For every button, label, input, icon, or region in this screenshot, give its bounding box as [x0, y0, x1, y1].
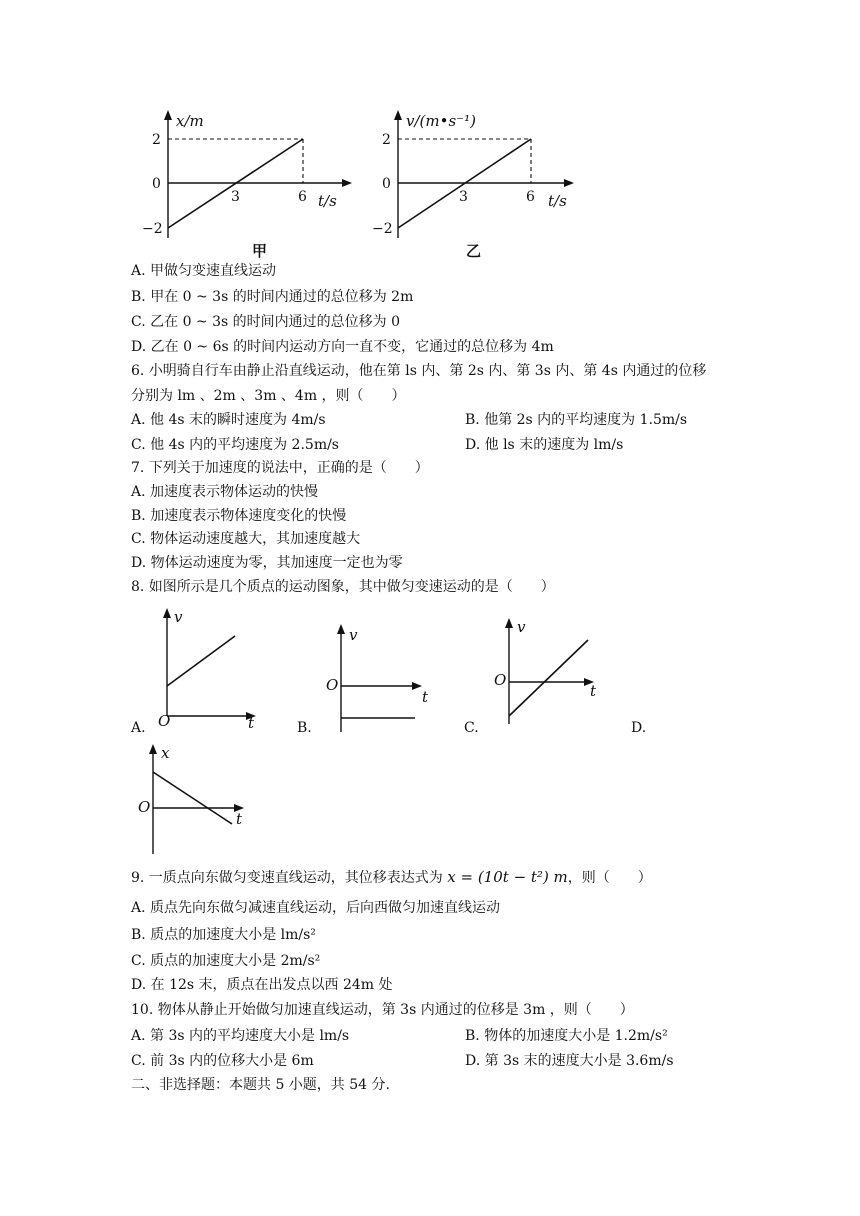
q8d-x-label: x — [161, 744, 170, 762]
q10-option-c: C. 前 3s 内的位移大小是 6m — [131, 1053, 314, 1069]
q9-option-a: A. 质点先向东做匀减速直线运动，后向西做匀加速直线运动 — [131, 900, 501, 916]
yi-caption: 乙 — [466, 242, 482, 260]
q9-option-b: B. 质点的加速度大小是 lm/s² — [131, 927, 316, 943]
q8a-v-label: v — [174, 608, 183, 626]
jia-caption: 甲 — [252, 242, 268, 260]
q8-label-b: B. — [297, 720, 312, 736]
q10-option-b: B. 物体的加速度大小是 1.2m/s² — [465, 1028, 668, 1044]
q7-option-a: A. 加速度表示物体运动的快慢 — [131, 484, 319, 500]
q8a-t-label: t — [248, 714, 255, 729]
q10-option-d: D. 第 3s 末的速度大小是 3.6m/s — [465, 1053, 674, 1069]
jia-tick-2: 2 — [152, 132, 161, 148]
q5-option-b: B. 甲在 0 ~ 3s 的时间内通过的总位移为 2m — [131, 289, 414, 305]
q8-graph-a — [150, 604, 265, 729]
yi-tick-3: 3 — [459, 189, 468, 205]
q5-option-a: A. 甲做匀变速直线运动 — [131, 263, 277, 279]
jia-x-axis-label: t/s — [318, 192, 337, 210]
q8b-t-label: t — [422, 688, 429, 706]
q9-formula: x = (10t − t²) m — [447, 868, 568, 886]
section-2-heading: 二、非选择题：本题共 5 小题，共 54 分. — [131, 1077, 390, 1093]
q8c-t-label: t — [590, 682, 597, 700]
jia-tick-neg2: −2 — [142, 221, 163, 237]
q10-stem: 10. 物体从静止开始做匀加速直线运动，第 3s 内通过的位移是 3m ，则（ ） — [131, 1002, 634, 1018]
yi-tick-neg2: −2 — [372, 221, 393, 237]
jia-tick-0: 0 — [152, 176, 161, 192]
q5-option-c: C. 乙在 0 ~ 3s 的时间内通过的总位移为 0 — [131, 314, 401, 330]
q9-option-c: C. 质点的加速度大小是 2m/s² — [131, 953, 321, 969]
q8-graph-b — [322, 618, 437, 736]
q8-stem: 8. 如图所示是几个质点的运动图象，其中做匀变速运动的是（ ） — [131, 579, 555, 595]
q8c-v-label: v — [517, 618, 526, 636]
q8-graph-c — [490, 612, 610, 730]
q10-option-a: A. 第 3s 内的平均速度大小是 lm/s — [131, 1028, 350, 1044]
q8d-origin: O — [138, 798, 151, 816]
q9-stem-post: ，则（ ） — [567, 870, 652, 886]
q8a-origin: O — [158, 712, 171, 729]
jia-y-axis-label: x/m — [176, 112, 204, 130]
yi-x-axis-label: t/s — [548, 192, 567, 210]
q6-option-c: C. 他 4s 内的平均速度为 2.5m/s — [131, 437, 339, 453]
q5-graph-yi — [370, 108, 590, 266]
q5-option-d: D. 乙在 0 ~ 6s 的时间内运动方向一直不变，它通过的总位移为 4m — [131, 339, 554, 355]
q8-label-c: C. — [464, 720, 479, 736]
q6-stem-line1: 6. 小明骑自行车由静止沿直线运动，他在第 ls 内、第 2s 内、第 3s 内、第 4s 内通过的位移 — [131, 363, 707, 379]
q7-option-d: D. 物体运动速度为零，其加速度一定也为零 — [131, 555, 403, 571]
q8-label-a: A. — [131, 720, 146, 736]
yi-tick-2: 2 — [382, 132, 391, 148]
q8b-origin: O — [326, 676, 339, 694]
q6-option-d: D. 他 ls 末的速度为 lm/s — [465, 437, 624, 453]
q7-option-b: B. 加速度表示物体速度变化的快慢 — [131, 508, 347, 524]
jia-tick-6: 6 — [298, 189, 307, 205]
q6-stem-line2: 分别为 lm 、2m 、3m 、4m ，则（ ） — [131, 388, 406, 404]
q6-option-b: B. 他第 2s 内的平均速度为 1.5m/s — [465, 412, 688, 428]
q8c-origin: O — [494, 671, 507, 689]
q9-stem — [131, 867, 652, 888]
q9-stem-pre: 9. 一质点向东做匀变速直线运动，其位移表达式为 — [131, 870, 448, 886]
q5-graph-jia — [140, 108, 360, 266]
q8b-v-label: v — [349, 626, 358, 644]
q8-graph-d — [136, 738, 256, 860]
q7-stem: 7. 下列关于加速度的说法中，正确的是（ ） — [131, 460, 429, 476]
yi-tick-6: 6 — [526, 189, 535, 205]
q9-option-d: D. 在 12s 末，质点在出发点以西 24m 处 — [131, 977, 393, 993]
q8d-t-label: t — [236, 810, 243, 828]
q8-label-d: D. — [631, 720, 647, 736]
jia-tick-3: 3 — [231, 189, 240, 205]
q7-option-c: C. 物体运动速度越大，其加速度越大 — [131, 531, 361, 547]
yi-y-axis-label: v/(m•s⁻¹) — [406, 112, 476, 130]
q6-option-a: A. 他 4s 末的瞬时速度为 4m/s — [131, 412, 326, 428]
yi-tick-0: 0 — [382, 176, 391, 192]
